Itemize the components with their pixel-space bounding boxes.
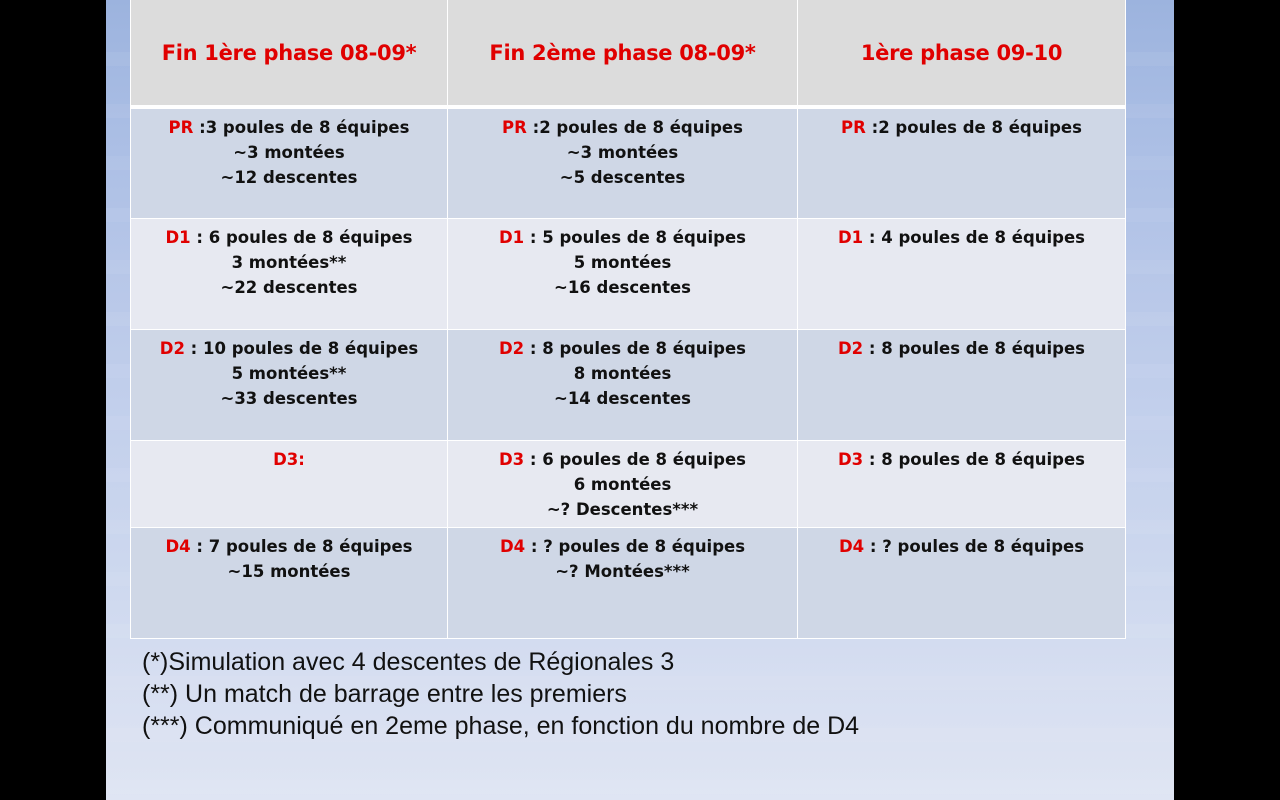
table-cell (448, 441, 798, 528)
level-separator: : (524, 228, 543, 247)
table-cell (131, 441, 448, 528)
table-cell (448, 107, 798, 219)
table-cell (448, 330, 798, 441)
pool-description: ? poules de 8 équipes (882, 537, 1085, 556)
table-row-d3 (131, 441, 1126, 528)
table-cell (131, 107, 448, 219)
level-label: PR (502, 118, 527, 137)
cell-detail-line: 5 montées** (231, 364, 347, 383)
level-label: D3 (498, 450, 525, 469)
level-label: D1 (837, 228, 864, 247)
level-separator: : (524, 339, 543, 358)
cell-detail-line: ~14 descentes (554, 389, 691, 408)
level-label: D4 (499, 537, 526, 556)
cell-main-line (135, 534, 443, 559)
level-separator: : (865, 118, 879, 137)
cell-detail-line: 5 montées (573, 253, 672, 272)
level-separator: : (525, 537, 544, 556)
table-cell (798, 441, 1126, 528)
level-label: D3: (273, 450, 305, 469)
cell-main-line (452, 225, 793, 250)
cell-detail-line: ~22 descentes (220, 278, 358, 297)
level-label: D4 (838, 537, 865, 556)
pool-description: 6 poules de 8 équipes (208, 228, 413, 247)
pool-description: 2 poules de 8 équipes (539, 118, 743, 137)
table-cell (798, 107, 1126, 219)
cell-main-line (452, 336, 793, 361)
header-fin-1ere-phase: Fin 1ère phase 08-09* (131, 0, 448, 107)
cell-main-line (452, 534, 793, 559)
table-cell (448, 219, 798, 330)
cell-detail-line: 8 montées (573, 364, 672, 383)
pool-description: 2 poules de 8 équipes (878, 118, 1082, 137)
header-1ere-phase-09-10: 1ère phase 09-10 (798, 0, 1126, 107)
cell-main-line (802, 447, 1121, 472)
level-label: D2 (837, 339, 864, 358)
table-cell (448, 528, 798, 639)
footnote-simulation: (*)Simulation avec 4 descentes de Régionales 3 (142, 648, 675, 676)
pool-description: 5 poules de 8 équipes (542, 228, 746, 247)
cell-main-line (135, 225, 443, 250)
cell-detail-line: ~12 descentes (220, 168, 358, 187)
table-cell (131, 528, 448, 639)
cell-main-line (135, 447, 443, 472)
table-cell (131, 219, 448, 330)
table-row-d2 (131, 330, 1126, 441)
phase-table (130, 0, 1126, 639)
cell-detail-line: ~15 montées (227, 562, 351, 581)
pool-description: 10 poules de 8 équipes (203, 339, 419, 358)
pool-description: ? poules de 8 équipes (543, 537, 746, 556)
slide (106, 0, 1174, 800)
table-row-d1 (131, 219, 1126, 330)
cell-main-line (135, 115, 443, 140)
table-row-d4 (131, 528, 1126, 639)
table-cell (798, 219, 1126, 330)
level-separator: : (863, 228, 882, 247)
pool-description: 8 poules de 8 équipes (542, 339, 746, 358)
level-separator: : (184, 339, 204, 358)
cell-main-line (802, 336, 1121, 361)
header-row (131, 0, 1126, 107)
table-row-pr (131, 107, 1126, 219)
level-separator: : (190, 537, 209, 556)
level-separator: : (864, 537, 883, 556)
cell-main-line (135, 336, 443, 361)
table-cell (131, 330, 448, 441)
pool-description: 8 poules de 8 équipes (881, 450, 1085, 469)
pool-description: 6 poules de 8 équipes (542, 450, 746, 469)
cell-detail-line: 6 montées (573, 475, 672, 494)
cell-detail-line: ~? Descentes*** (546, 500, 699, 519)
pool-description: 7 poules de 8 équipes (208, 537, 413, 556)
cell-detail-line: ~5 descentes (559, 168, 686, 187)
background-stripe (106, 780, 1174, 794)
cell-main-line (802, 115, 1121, 140)
level-separator: : (863, 339, 882, 358)
level-separator: : (190, 228, 209, 247)
table-cell (798, 330, 1126, 441)
level-label: PR (841, 118, 866, 137)
level-label: D1 (498, 228, 525, 247)
cell-detail-line: 3 montées** (231, 253, 347, 272)
level-label: D2 (159, 339, 185, 358)
cell-main-line (802, 225, 1121, 250)
table-cell (798, 528, 1126, 639)
cell-main-line (452, 115, 793, 140)
level-separator: : (526, 118, 540, 137)
level-label: D4 (165, 537, 191, 556)
pool-description: 3 poules de 8 équipes (205, 118, 410, 137)
header-fin-2eme-phase: Fin 2ème phase 08-09* (448, 0, 798, 107)
pool-description: 4 poules de 8 équipes (881, 228, 1085, 247)
level-label: PR (168, 118, 194, 137)
level-separator: : (863, 450, 882, 469)
cell-detail-line: ~? Montées*** (555, 562, 690, 581)
cell-detail-line: ~33 descentes (220, 389, 358, 408)
pool-description: 8 poules de 8 équipes (881, 339, 1085, 358)
footnote-communique: (***) Communiqué en 2eme phase, en fonction du nombre de D4 (142, 712, 860, 740)
cell-detail-line: ~3 montées (566, 143, 679, 162)
footnote-barrage: (**) Un match de barrage entre les premiers (142, 680, 627, 708)
cell-main-line (802, 534, 1121, 559)
level-separator: : (193, 118, 206, 137)
level-label: D1 (165, 228, 191, 247)
footnotes (142, 646, 859, 742)
level-label: D2 (498, 339, 525, 358)
cell-detail-line: ~16 descentes (554, 278, 691, 297)
level-label: D3 (837, 450, 864, 469)
level-separator: : (524, 450, 543, 469)
cell-detail-line: ~3 montées (233, 143, 345, 162)
cell-main-line (452, 447, 793, 472)
